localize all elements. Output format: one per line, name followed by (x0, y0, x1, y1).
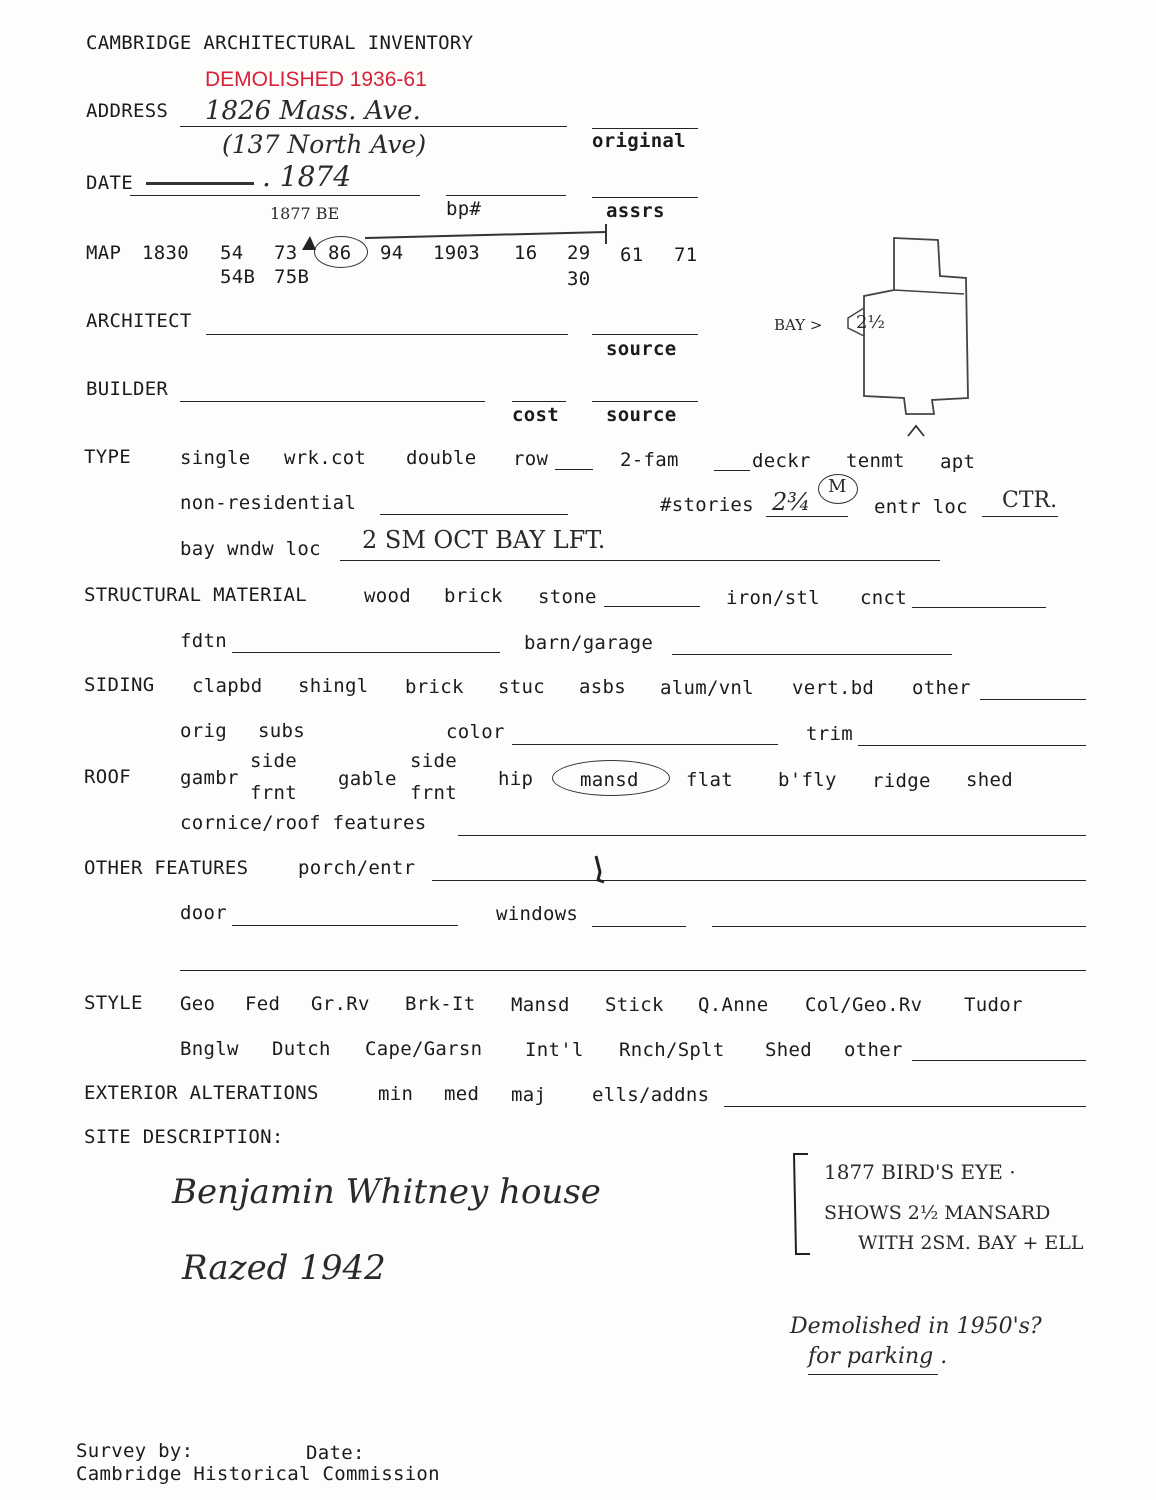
bay-window-label: bay wndw loc (180, 538, 321, 560)
bird-year-note: 1877 BE (270, 204, 340, 223)
bp-label: bp# (446, 198, 482, 220)
style-intl: Int'l (525, 1039, 584, 1061)
map-year-54b: 54B (220, 266, 256, 288)
stories-circle-letter: M (828, 476, 847, 497)
siding-clapbd: clapbd (192, 675, 263, 697)
other-features-label: OTHER FEATURES (84, 857, 249, 879)
style-other: other (844, 1039, 903, 1061)
roof-label: ROOF (84, 766, 131, 788)
map-year-61: 61 (620, 244, 644, 266)
roof-gambr-frnt: frnt (250, 782, 297, 804)
type-label: TYPE (84, 446, 131, 468)
type-row: row (513, 448, 549, 470)
roof-mansd: mansd (580, 769, 639, 791)
map-year-54: 54 (220, 242, 244, 264)
address-alt-value: (137 North Ave) (222, 130, 427, 159)
roof-gambr-side: side (250, 750, 297, 772)
map-year-94: 94 (380, 242, 404, 264)
architect-source-label: source (606, 338, 677, 360)
siding-stuc: stuc (498, 676, 545, 698)
style-tudor: Tudor (964, 994, 1023, 1016)
map-year-1903: 1903 (433, 242, 480, 264)
demolished-note-line2: for parking . (808, 1344, 948, 1369)
structural-brick: brick (444, 585, 503, 607)
style-label: STYLE (84, 992, 143, 1014)
orig-label: orig (180, 720, 227, 742)
style-grrv: Gr.Rv (311, 993, 370, 1015)
form-title: CAMBRIDGE ARCHITECTURAL INVENTORY (86, 32, 474, 54)
survey-date-label: Date: (306, 1442, 365, 1464)
address-value: 1826 Mass. Ave. (205, 96, 421, 126)
demolished-note-underline (808, 1374, 938, 1375)
alteration-min: min (378, 1083, 414, 1105)
style-brkit: Brk-It (405, 993, 476, 1015)
type-tenmt: tenmt (846, 450, 905, 472)
style-geo: Geo (180, 993, 216, 1015)
type-double: double (406, 447, 477, 469)
siding-asbs: asbs (579, 676, 626, 698)
entr-loc-value: CTR. (1002, 488, 1058, 513)
type-apt: apt (940, 451, 976, 473)
structural-label: STRUCTURAL MATERIAL (84, 584, 308, 606)
roof-gable-side: side (410, 750, 457, 772)
roof-flat: flat (686, 769, 733, 791)
original-label: original (592, 130, 686, 152)
cornice-label: cornice/roof features (180, 812, 427, 834)
map-year-16: 16 (514, 242, 538, 264)
type-deckr: deckr (752, 450, 811, 472)
style-qanne: Q.Anne (698, 994, 769, 1016)
map-label: MAP (86, 242, 122, 264)
roof-ridge: ridge (872, 770, 931, 792)
roof-gable-frnt: frnt (410, 782, 457, 804)
structural-wood: wood (364, 585, 411, 607)
subs-label: subs (258, 720, 305, 742)
style-dutch: Dutch (272, 1038, 331, 1060)
map-year-86: 86 (328, 242, 352, 264)
barn-garage-label: barn/garage (524, 632, 654, 654)
structural-cnct: cnct (860, 587, 907, 609)
date-label: DATE (86, 172, 133, 194)
roof-hip: hip (498, 768, 534, 790)
type-wrkcot: wrk.cot (284, 447, 367, 469)
site-description-line1: Benjamin Whitney house (172, 1172, 601, 1212)
demolished-stamp: DEMOLISHED 1936-61 (205, 68, 427, 91)
demolished-note-line1: Demolished in 1950's? (790, 1314, 1042, 1339)
style-fed: Fed (245, 993, 281, 1015)
alteration-med: med (444, 1083, 480, 1105)
siding-brick: brick (405, 676, 464, 698)
assrs-label: assrs (606, 200, 665, 222)
windows-label: windows (496, 903, 579, 925)
entr-loc-label: entr loc (874, 496, 968, 518)
bay-window-value: 2 SM OCT BAY LFT. (362, 526, 606, 554)
roof-gambr: gambr (180, 767, 239, 789)
site-description-label: SITE DESCRIPTION: (84, 1126, 284, 1148)
structural-ironstl: iron/stl (726, 587, 820, 609)
half-story-note: 2½ (856, 312, 885, 333)
roof-gable: gable (338, 768, 397, 790)
stories-value: 2¾ (772, 488, 811, 516)
type-2fam: 2-fam (620, 449, 679, 471)
map-year-29: 29 (567, 242, 591, 264)
porch-label: porch/entr (298, 857, 416, 879)
alteration-ells: ells/addns (592, 1084, 710, 1106)
siding-label: SIDING (84, 674, 155, 696)
cost-label: cost (512, 404, 559, 426)
site-description-line2: Razed 1942 (182, 1248, 386, 1288)
stories-label: #stories (660, 494, 754, 516)
builder-source-label: source (606, 404, 677, 426)
alteration-maj: maj (511, 1084, 547, 1106)
exterior-alterations-label: EXTERIOR ALTERATIONS (84, 1082, 319, 1104)
style-colgeorv: Col/Geo.Rv (805, 994, 923, 1016)
commission-label: Cambridge Historical Commission (76, 1463, 440, 1485)
siding-shingl: shingl (298, 675, 369, 697)
address-label: ADDRESS (86, 100, 169, 122)
survey-by-label: Survey by: (76, 1440, 194, 1462)
color-label: color (446, 721, 505, 743)
door-label: door (180, 902, 227, 924)
style-stick: Stick (605, 994, 664, 1016)
type-single: single (180, 447, 251, 469)
fdtn-label: fdtn (180, 630, 227, 652)
map-year-75b: 75B (274, 266, 310, 288)
bird-eye-note-line1: 1877 BIRD'S EYE · (824, 1160, 1016, 1184)
map-year-30: 30 (567, 268, 591, 290)
style-bnglw: Bnglw (180, 1038, 239, 1060)
siding-other: other (912, 677, 971, 699)
style-capegarsn: Cape/Garsn (365, 1038, 483, 1060)
map-year-1830: 1830 (142, 242, 189, 264)
architect-label: ARCHITECT (86, 310, 192, 332)
siding-alumvnl: alum/vnl (660, 677, 754, 699)
roof-bfly: b'fly (778, 769, 837, 791)
roof-shed: shed (966, 769, 1013, 791)
builder-label: BUILDER (86, 378, 169, 400)
non-residential-label: non-residential (180, 492, 357, 514)
style-rnchsplt: Rnch/Splt (619, 1039, 725, 1061)
map-year-71: 71 (674, 244, 698, 266)
trim-label: trim (806, 723, 853, 745)
style-mansd: Mansd (511, 994, 570, 1016)
map-year-73: 73 (274, 242, 298, 264)
style-shed: Shed (765, 1039, 812, 1061)
structural-stone: stone (538, 586, 597, 608)
bird-eye-note-line3: WITH 2SM. BAY + ELL (858, 1232, 1084, 1254)
bird-eye-note-line2: SHOWS 2½ MANSARD (824, 1202, 1051, 1224)
siding-vertbd: vert.bd (792, 677, 875, 699)
date-value: . 1874 (262, 160, 352, 193)
bay-arrow-label: BAY > (774, 316, 823, 334)
